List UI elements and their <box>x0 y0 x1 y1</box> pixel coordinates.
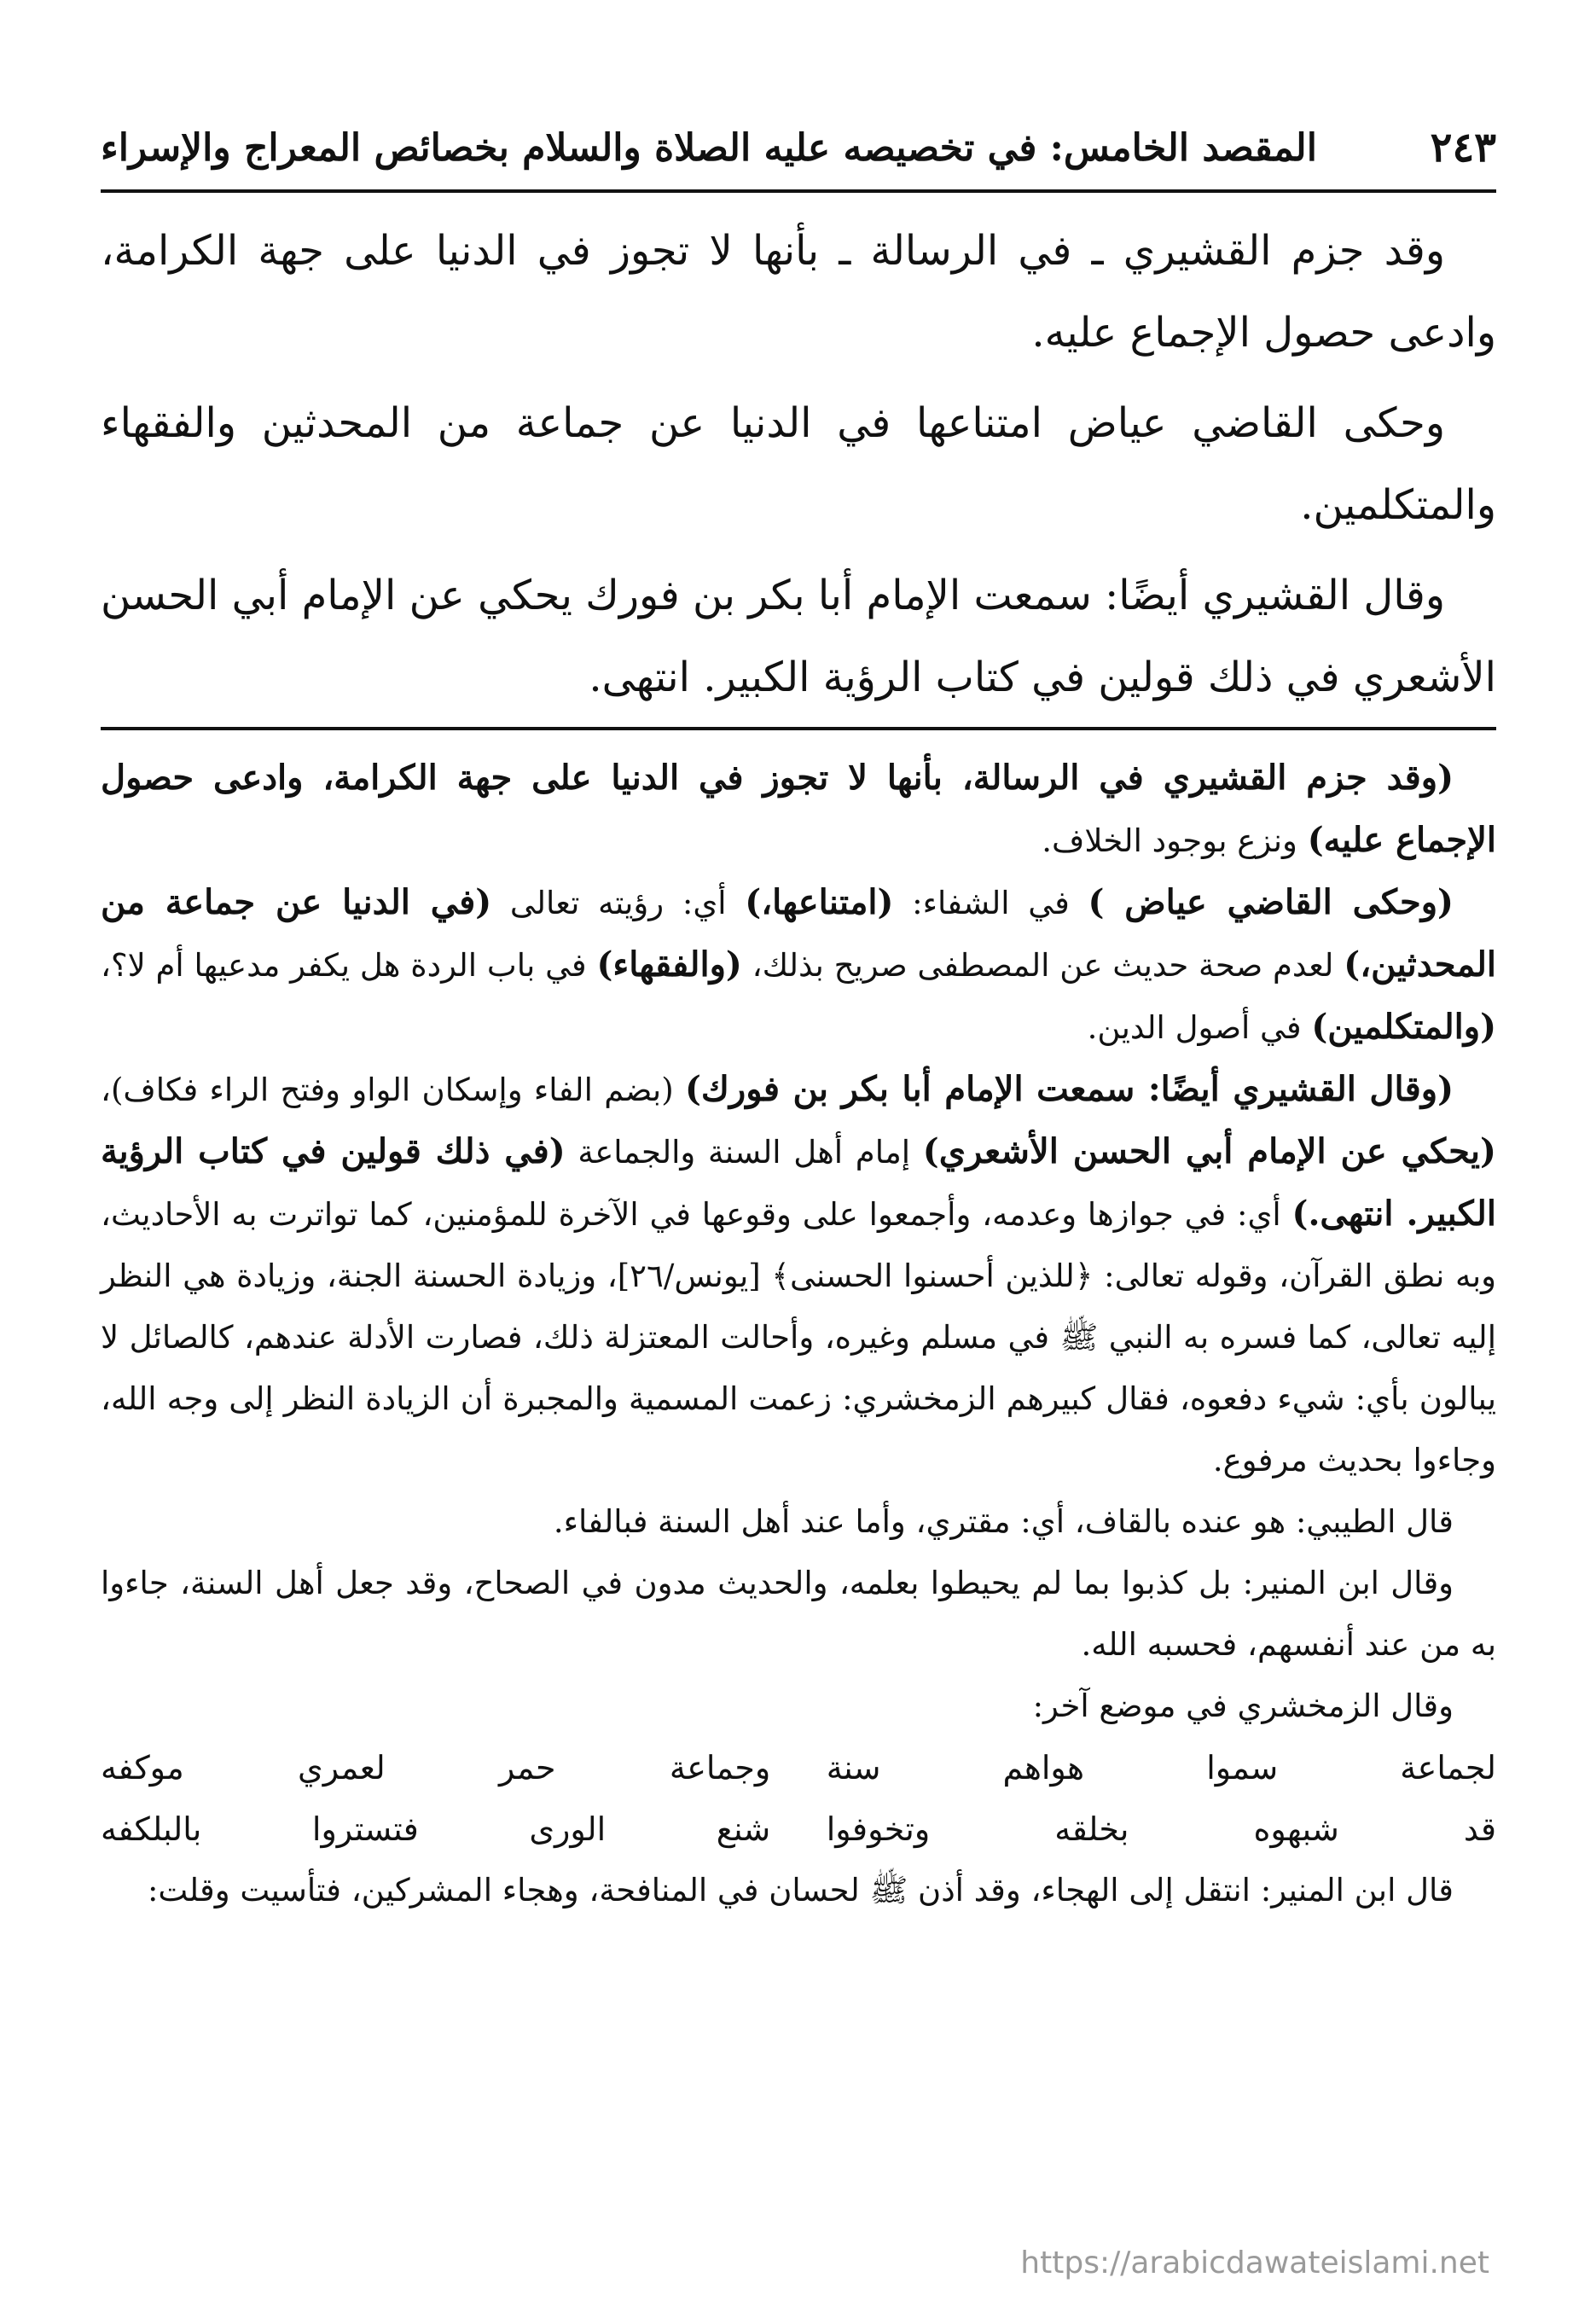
watermark: https://arabicdawateislami.net <box>1020 2246 1489 2280</box>
poem-verse <box>101 1737 1496 1798</box>
quoted-text: (في الدنيا عن جماعة من المحدثين،) <box>101 882 1496 985</box>
quoted-text: (وحكى القاضي عياض ) <box>1088 882 1454 922</box>
page-number: ٢٤٣ <box>1430 124 1496 171</box>
poem-hemistich: قد شبهوه بخلقه وتخوفوا <box>826 1810 1496 1848</box>
header-title: المقصد الخامس: في تخصيصه عليه الصلاة والسلام بخصائص المعراج والإسراء <box>101 125 1317 170</box>
running-header <box>101 109 1496 186</box>
quoted-text: (في ذلك قولين في كتاب الرؤية الكبير. انتهى.) <box>101 1131 1496 1234</box>
commentary-divider <box>101 727 1496 730</box>
main-paragraph: وقال القشيري أيضًا: سمعت الإمام أبا بكر بن فورك يحكي عن الإمام أبي الحسن الأشعري في ذلك قولين في كتاب الرؤية الكبير. انتهى. <box>101 572 1496 701</box>
commentary-paragraph: قال الطيبي: هو عنده بالقاف، أي: مقتري، وأما عند أهل السنة فبالفاء. <box>553 1503 1454 1540</box>
quoted-text: (يحكي عن الإمام أبي الحسن الأشعري) <box>922 1131 1496 1171</box>
commentary <box>101 747 1496 1921</box>
commentary-paragraph: قال ابن المنير: انتقل إلى الهجاء، وقد أذن ﷺ لحسان في المنافحة، وهجاء المشركين، فتأسيت وقلت: <box>147 1872 1454 1909</box>
commentary-text: أي: في جوازها وعدمه، وأجمعوا على وقوعها في الآخرة للمؤمنين، كما تواترت به الأحاديث، وبه نطق القرآن، وقوله تعالى: ﴿للذين أحسنوا الحسنى﴾ [يونس/٢٦]، وزيادة الحسنة الجنة، وزيادة هي النظر إليه تعالى، كما فسره به النبي ﷺ في مسلم وغيره، وأحالت المعتزلة ذلك، فصارت الأدلة عندهم، كالصائل لا يبالون بأي: شيء دفعوه، فقال كبيرهم الزمخشري: زعمت المسمية والمجبرة أن الزيادة النظر إلى وجه الله، وجاءوا بحديث مرفوع. <box>101 1196 1496 1479</box>
commentary-paragraph <box>101 872 1496 1059</box>
main-text <box>101 210 1496 727</box>
commentary-paragraph: وقال الزمخشري في موضع آخر: <box>1032 1688 1454 1724</box>
poem <box>101 1737 1496 1860</box>
quoted-text: (والمتكلمين) <box>1311 1007 1496 1047</box>
commentary-text: إمام أهل السنة والجماعة <box>565 1134 923 1171</box>
poem-hemistich: وجماعة حمر لعمري موكفه <box>101 1749 771 1787</box>
commentary-text: أي: رؤيته تعالى <box>491 885 746 921</box>
commentary-text: في الشفاء: <box>893 885 1088 921</box>
commentary-text: (بضم الفاء وإسكان الواو وفتح الراء فكاف)، <box>101 1072 685 1108</box>
quoted-text: (امتناعها،) <box>745 882 894 922</box>
main-paragraph: وقد جزم القشيري ـ في الرسالة ـ بأنها لا تجوز في الدنيا على جهة الكرامة، وادعى حصول الإجماع عليه. <box>101 227 1496 357</box>
poem-hemistich: لجماعة سموا هواهم سنة <box>826 1749 1496 1787</box>
commentary-paragraph <box>101 747 1496 872</box>
commentary-paragraph: وقال ابن المنير: بل كذبوا بما لم يحيطوا بعلمه، والحديث مدون في الصحاح، وقد جعل أهل السنة، جاءوا به من عند أنفسهم، فحسبه الله. <box>101 1565 1496 1663</box>
header-divider <box>101 189 1496 193</box>
commentary-text: ونزع بوجود الخلاف. <box>1042 822 1308 859</box>
commentary-text: لعدم صحة حديث عن المصطفى صريح بذلك، <box>741 947 1344 984</box>
commentary-text: في باب الردة هل يكفر مدعيها أم لا؟، <box>101 947 597 984</box>
quoted-text: (والفقهاء) <box>596 944 742 985</box>
quoted-text: (وقد جزم القشيري في الرسالة، بأنها لا تجوز في الدنيا على جهة الكرامة، وادعى حصول الإجماع عليه) <box>101 758 1496 860</box>
main-paragraph: وحكى القاضي عياض امتناعها في الدنيا عن جماعة من المحدثين والفقهاء والمتكلمين. <box>101 399 1496 529</box>
quoted-text: (وقال القشيري أيضًا: سمعت الإمام أبا بكر بن فورك) <box>684 1069 1454 1109</box>
commentary-text: في أصول الدين. <box>1087 1009 1312 1046</box>
poem-hemistich: شنع الورى فتستروا بالبلكفه <box>101 1810 771 1848</box>
commentary-paragraph <box>101 1059 1496 1491</box>
poem-verse <box>101 1798 1496 1860</box>
